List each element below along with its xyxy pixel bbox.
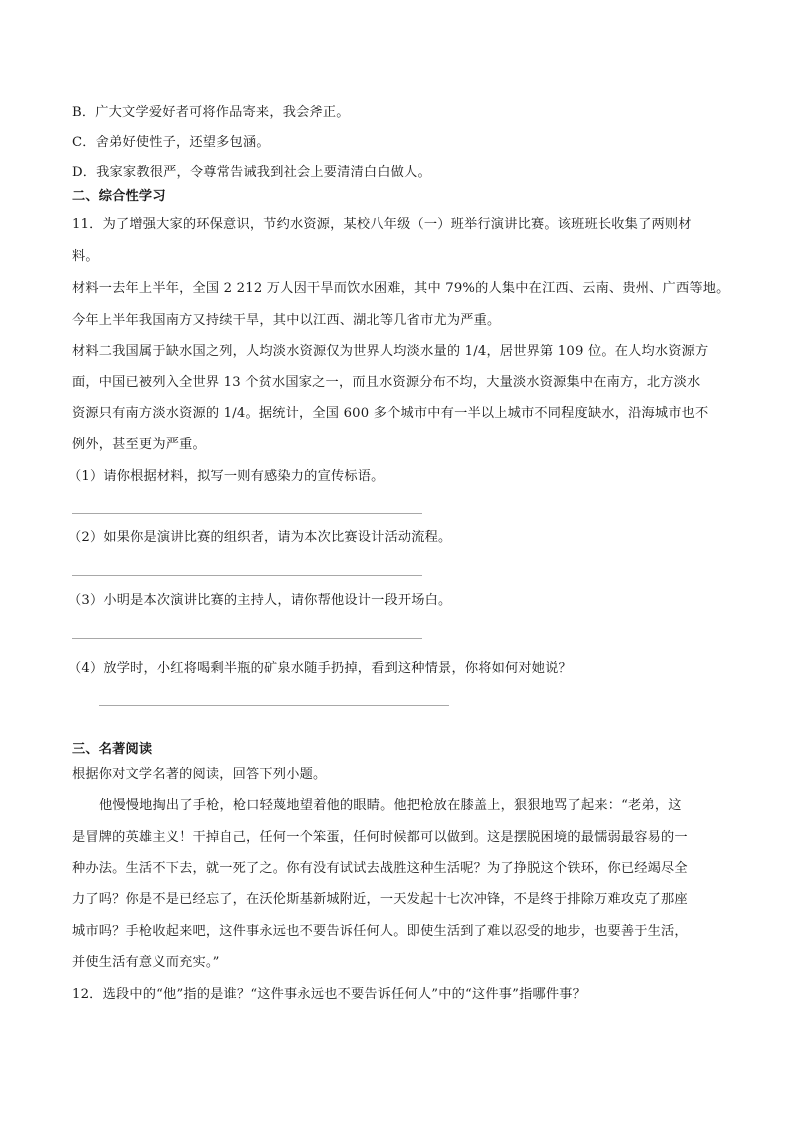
sub-question-4: （4）放学时，小红将喝剩半瓶的矿泉水随手扔掉，看到这种情景，你将如何对她说？ bbox=[68, 661, 572, 676]
passage-line-6: 并使生活有意义而充实。” bbox=[72, 955, 220, 970]
passage-line-4: 力了吗？你是不是已经忘了，在沃伦斯基新城附近，一天发起十七次冲锋，不是终于排除万难攻克了那座 bbox=[72, 892, 688, 907]
material-2-cont-2: 资源只有南方淡水资源的 1/4。据统计，全国 600 多个城市中有一半以上城市不同程度缺水，沿海城市也不 bbox=[72, 406, 709, 421]
passage-line-3: 种办法。生活不下去，就一死了之。你有没有试试去战胜这种生活呢？为了挣脱这个铁环，你已经竭尽全 bbox=[72, 861, 688, 876]
answer-line-3[interactable] bbox=[72, 638, 422, 639]
section-heading-classics-reading: 三、名著阅读 bbox=[72, 742, 153, 757]
material-1-cont: 今年上半年我国南方又持续干旱，其中以江西、湖北等几省市尤为严重。 bbox=[72, 313, 501, 328]
material-2-cont-3: 例外，甚至更为严重。 bbox=[72, 437, 206, 452]
question-11-stem: 11．为了增强大家的环保意识，节约水资源，某校八年级（一）班举行演讲比赛。该班班长收集了两则材 bbox=[72, 217, 692, 232]
section-heading-integrated-learning: 二、综合性学习 bbox=[72, 189, 166, 204]
sub-question-2: （2）如果你是演讲比赛的组织者，请为本次比赛设计活动流程。 bbox=[68, 530, 452, 545]
passage-line-5: 城市吗？手枪收起来吧，这件事永远也不要告诉任何人。即使生活到了难以忍受的地步，也要善于生活， bbox=[72, 924, 688, 939]
question-11-stem-cont: 料。 bbox=[72, 249, 99, 264]
answer-line-2[interactable] bbox=[72, 575, 422, 576]
material-1: 材料一去年上半年，全国 2 212 万人因干旱而饮水困难，其中 79%的人集中在江西、云南、贵州、广西等地。 bbox=[72, 281, 730, 296]
passage-line-1: 他慢慢地掏出了手枪，枪口轻蔑地望着他的眼睛。他把枪放在膝盖上，狠狠地骂了起来：“老弟，这 bbox=[99, 798, 682, 813]
answer-line-4[interactable] bbox=[99, 705, 449, 706]
sub-question-3: （3）小明是本次演讲比赛的主持人，请你帮他设计一段开场白。 bbox=[68, 593, 452, 608]
material-2: 材料二我国属于缺水国之列，人均淡水资源仅为世界人均淡水量的 1/4，居世界第 109 位。在人均水资源方 bbox=[72, 344, 709, 359]
material-2-cont-1: 面，中国已被列入全世界 13 个贫水国家之一，而且水资源分布不均，大量淡水资源集中在南方，北方淡水 bbox=[72, 375, 701, 390]
option-b: B．广大文学爱好者可将作品寄来，我会斧正。 bbox=[72, 105, 350, 120]
option-d: D．我家家教很严，令尊常告诫我到社会上要清清白白做人。 bbox=[72, 165, 431, 180]
question-12: 12．选段中的“他”指的是谁？“这件事永远也不要告诉任何人”中的“这件事”指哪件事？ bbox=[72, 987, 587, 1002]
section-3-intro: 根据你对文学名著的阅读，回答下列小题。 bbox=[72, 767, 327, 782]
sub-question-1: （1）请你根据材料，拟写一则有感染力的宣传标语。 bbox=[68, 469, 385, 484]
option-c: C．舍弟好使性子，还望多包涵。 bbox=[72, 135, 270, 150]
passage-line-2: 是冒牌的英雄主义！干掉自己，任何一个笨蛋，任何时候都可以做到。这是摆脱困境的最懦弱最容易的一 bbox=[72, 830, 688, 845]
answer-line-1[interactable] bbox=[72, 513, 422, 514]
